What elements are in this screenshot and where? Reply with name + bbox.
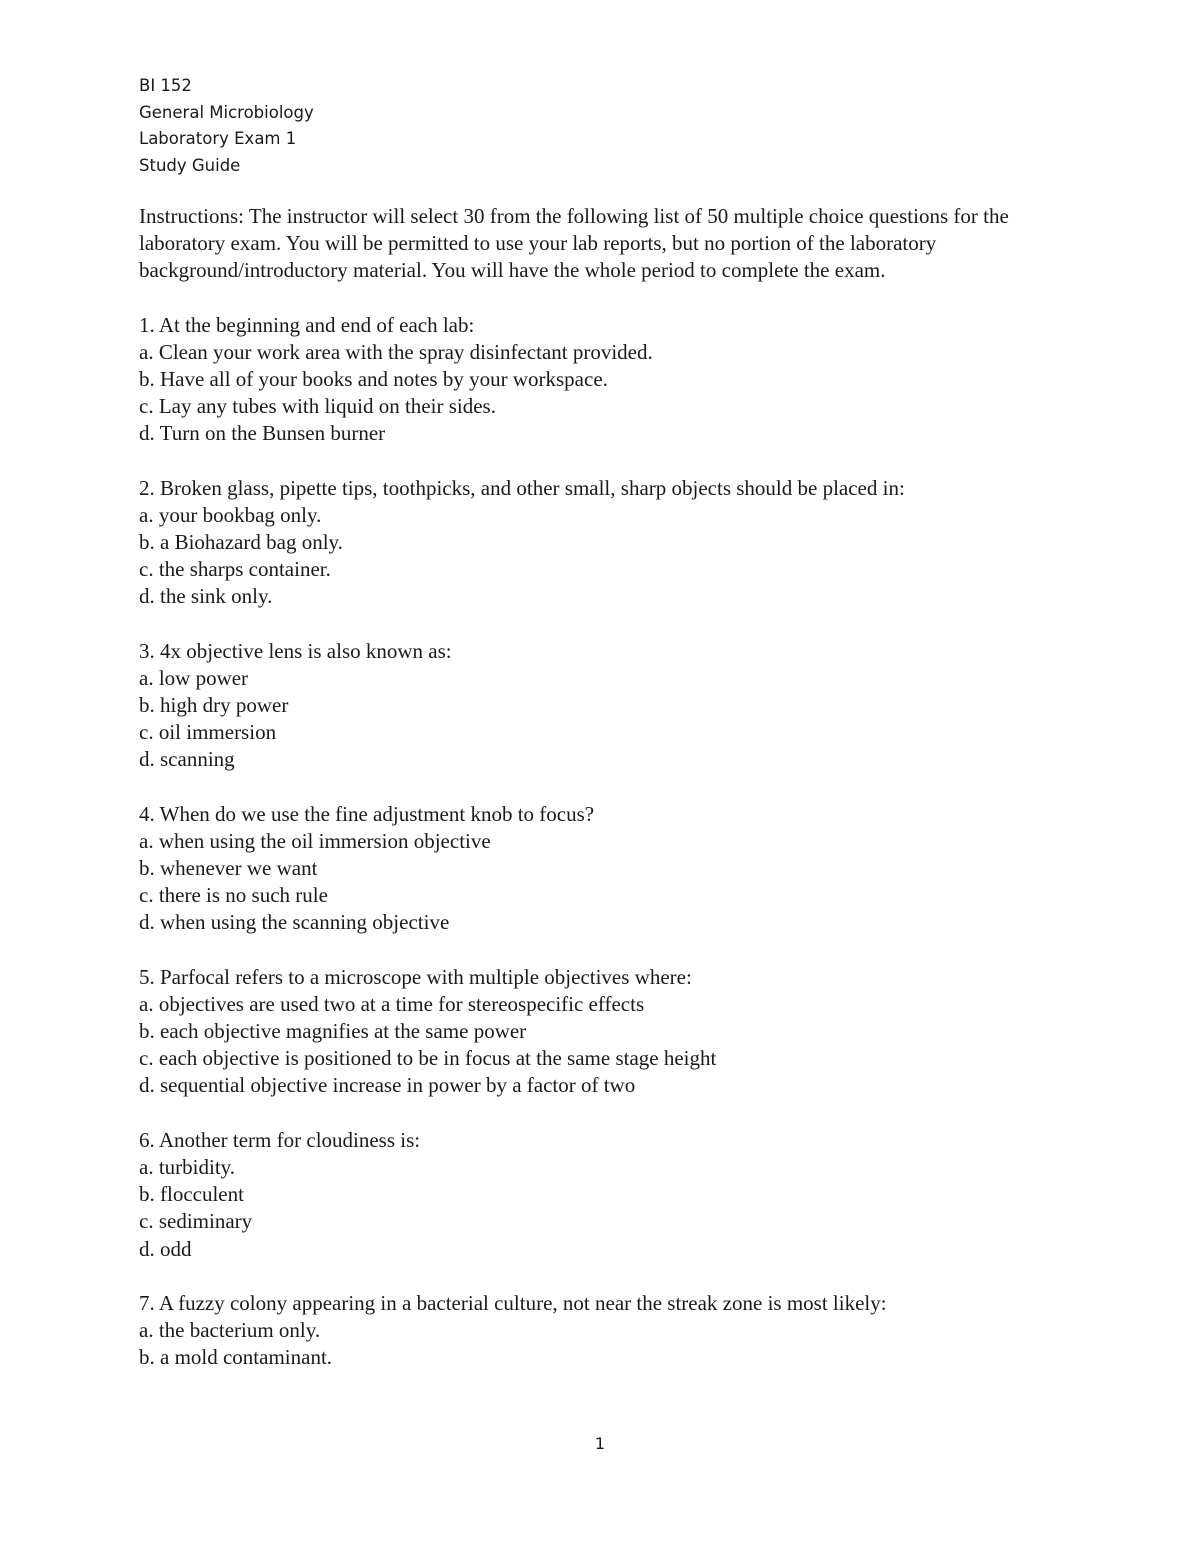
answer-option: a. when using the oil immersion objective [139, 828, 491, 853]
answer-option: c. Lay any tubes with liquid on their sides. [139, 394, 496, 419]
question-prompt: 1. At the beginning and end of each lab: [139, 312, 475, 337]
answer-option: a. the bacterium only. [139, 1317, 321, 1342]
question-prompt: 7. A fuzzy colony appearing in a bacterial culture, not near the streak zone is most likely: [139, 1290, 887, 1315]
answer-option: a. objectives are used two at a time for stereospecific effects [139, 991, 645, 1016]
answer-option: a. turbidity. [139, 1154, 236, 1179]
question-prompt: 5. Parfocal refers to a microscope with multiple objectives where: [139, 964, 692, 989]
question-prompt: 3. 4x objective lens is also known as: [139, 638, 452, 663]
answer-option: b. Have all of your books and notes by your workspace. [139, 367, 608, 392]
answer-option: c. oil immersion [139, 720, 277, 745]
answer-option: d. Turn on the Bunsen burner [139, 421, 386, 446]
document-type: Study Guide [139, 155, 241, 175]
question-block [139, 638, 1069, 774]
course-code: BI 152 [139, 76, 192, 95]
answer-option: c. there is no such rule [139, 883, 328, 908]
document-body [139, 203, 1069, 1398]
question-block [139, 475, 1069, 611]
course-name: General Microbiology [139, 102, 314, 122]
answer-option: b. a mold contaminant. [139, 1345, 333, 1370]
exam-title: Laboratory Exam 1 [139, 129, 297, 148]
answer-option: b. flocculent [139, 1182, 244, 1207]
answer-option: c. the sharps container. [139, 557, 331, 582]
answer-option: b. each objective magnifies at the same power [139, 1019, 527, 1044]
question-block [139, 312, 1069, 448]
answer-option: b. whenever we want [139, 856, 318, 881]
answer-option: d. when using the scanning objective [139, 910, 450, 935]
answer-option: b. a Biohazard bag only. [139, 530, 343, 555]
question-block [139, 964, 1069, 1100]
document-header [139, 73, 314, 179]
answer-option: d. odd [139, 1236, 192, 1261]
question-block [139, 1290, 1069, 1372]
question-prompt: 6. Another term for cloudiness is: [139, 1127, 421, 1152]
answer-option: a. your bookbag only. [139, 502, 322, 527]
answer-option: c. each objective is positioned to be in focus at the same stage height [139, 1046, 717, 1071]
question-prompt: 2. Broken glass, pipette tips, toothpicks, and other small, sharp objects should be placed in: [139, 475, 905, 500]
question-block [139, 1127, 1069, 1263]
instructions-paragraph: Instructions: The instructor will select 30 from the following list of 50 multiple choice questions for the laboratory exam. You will be permitted to use your lab reports, but no portion of the laboratory background/introductory material. You will have the whole period to complete the exam. [139, 204, 1009, 283]
answer-option: d. sequential objective increase in power by a factor of two [139, 1073, 636, 1098]
answer-option: d. the sink only. [139, 584, 273, 609]
answer-option: a. low power [139, 665, 249, 690]
answer-option: d. scanning [139, 747, 235, 772]
question-prompt: 4. When do we use the fine adjustment knob to focus? [139, 801, 595, 826]
answer-option: a. Clean your work area with the spray disinfectant provided. [139, 339, 653, 364]
answer-option: b. high dry power [139, 693, 289, 718]
question-block [139, 801, 1069, 937]
page-number: 1 [594, 1434, 606, 1453]
answer-option: c. sediminary [139, 1209, 253, 1234]
